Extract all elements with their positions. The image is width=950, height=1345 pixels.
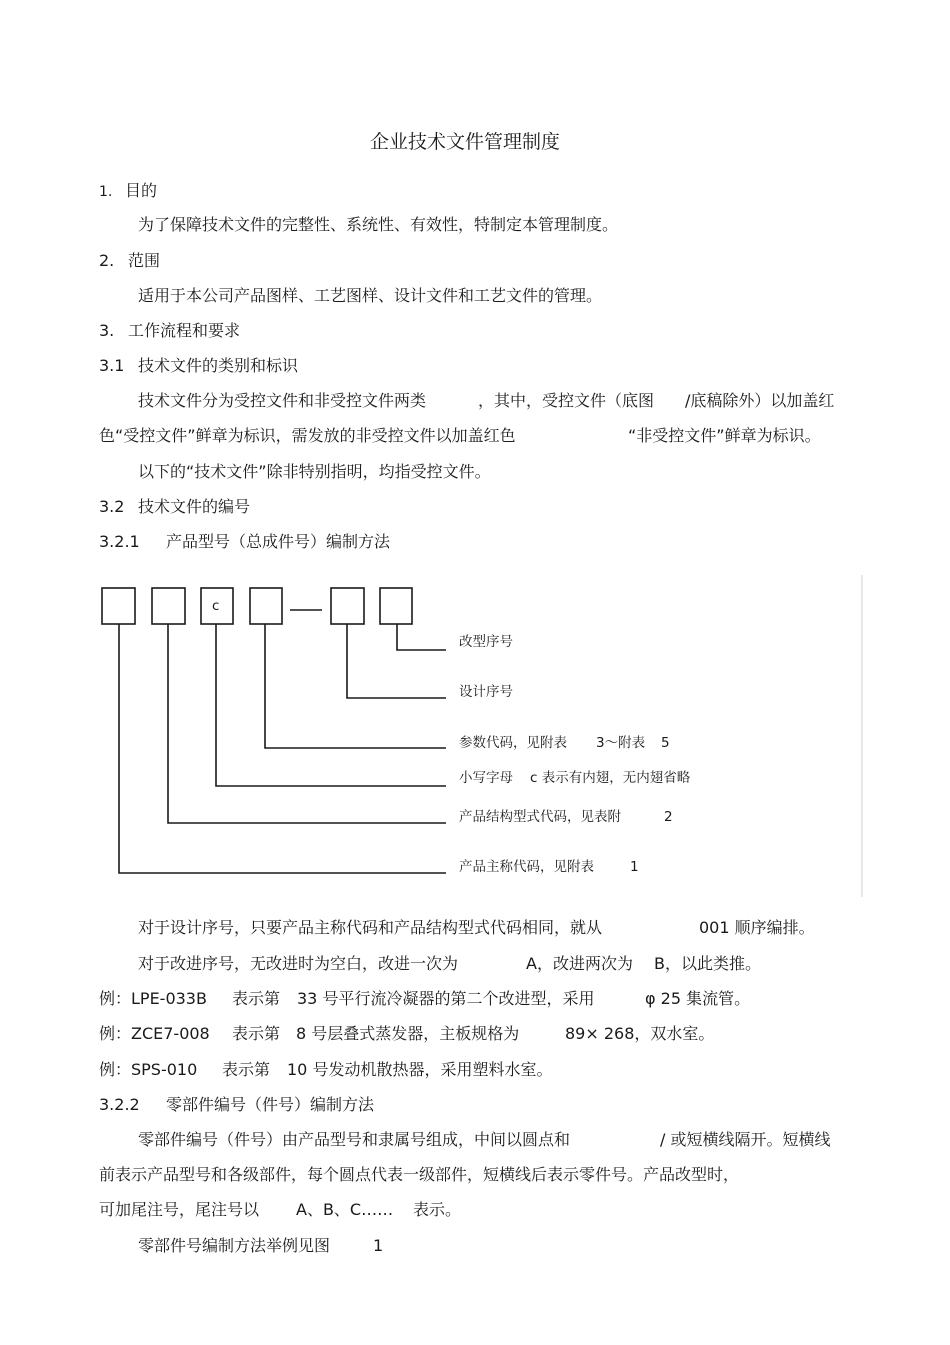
label-lowercase-a: 小写字母	[459, 770, 513, 786]
part-number-para1a: 零部件编号（件号）由产品型号和隶属号组成，中间以圆点和	[138, 1130, 571, 1149]
example-1-text-b: 33 号平行流冷凝器的第二个改进型，采用	[297, 989, 595, 1008]
code-box-5	[331, 588, 364, 624]
section-3-1-heading: 技术文件的类别和标识	[138, 356, 299, 375]
section-2-body: 适用于本公司产品图样、工艺图样、设计文件和工艺文件的管理。	[138, 286, 603, 305]
leader-line-4	[265, 624, 446, 748]
example-3-code: 例：SPS-010	[99, 1060, 198, 1079]
section-1-body: 为了保障技术文件的完整性、系统性、有效性，特制定本管理制度。	[138, 215, 619, 234]
code-box-2	[152, 588, 185, 624]
section-3-2-number: 3.2	[99, 497, 125, 516]
part-number-para1b: / 或短横线隔开。短横线	[660, 1130, 831, 1149]
section-3-1-para3: 以下的“技术文件”除非特别指明，均指受控文件。	[138, 462, 491, 481]
section-3-1-para1a: 技术文件分为受控文件和非受控文件两类	[138, 391, 427, 410]
code-box-1	[102, 588, 135, 624]
label-design-seq: 设计序号	[459, 684, 513, 700]
page-title: 企业技术文件管理制度	[370, 131, 561, 153]
part-number-para2: 前表示产品型号和各级部件，每个圆点代表一级部件，短横线后表示零件号。产品改型时，	[99, 1165, 740, 1184]
code-box-6	[380, 588, 412, 624]
part-number-para3c: 表示。	[413, 1200, 462, 1219]
label-parameter-code-c: 5	[661, 735, 670, 751]
label-main-code-b: 1	[630, 859, 639, 875]
leader-line-2	[168, 624, 446, 823]
label-modification-seq: 改型序号	[459, 634, 513, 650]
part-number-para4a: 零部件号编制方法举例见图	[138, 1236, 331, 1255]
section-3-1-para1b: ，其中，受控文件（底图	[478, 391, 655, 410]
section-2-number: 2.	[99, 251, 115, 270]
section-3-2-1-heading: 产品型号（总成件号）编制方法	[166, 532, 391, 551]
section-3-1-para2b: “非受控文件”鲜章为标识。	[628, 426, 821, 445]
section-2-heading: 范围	[128, 251, 161, 270]
section-3-2-2-number: 3.2.2	[99, 1095, 140, 1114]
leader-line-6	[397, 624, 446, 650]
label-main-code-a: 产品主称代码，见附表	[459, 859, 594, 875]
section-3-number: 3.	[99, 321, 115, 340]
section-3-1-number: 3.1	[99, 356, 125, 375]
label-parameter-code-b: 3～附表	[596, 735, 646, 751]
design-seq-para-b: 001 顺序编排。	[699, 918, 815, 937]
label-parameter-code-a: 参数代码，见附表	[459, 735, 567, 751]
modification-seq-para-a: 对于改进序号，无改进时为空白，改进一次为	[138, 954, 459, 973]
example-3-text-a: 表示第	[222, 1060, 271, 1079]
leader-line-3	[216, 624, 446, 786]
example-1-text-a: 表示第	[232, 989, 281, 1008]
section-3-1-para1c: /底稿除外）以加盖红	[685, 391, 835, 410]
section-3-1-para2a: 色“受控文件”鲜章为标识，需发放的非受控文件以加盖红色	[99, 426, 516, 445]
example-1-code: 例：LPE-033B	[99, 989, 207, 1008]
label-structure-code-a: 产品结构型式代码，见表附	[459, 809, 621, 825]
part-number-para4b: 1	[373, 1236, 384, 1255]
section-3-heading: 工作流程和要求	[128, 321, 241, 340]
example-2-text-c: 89× 268，双水室。	[565, 1024, 715, 1043]
example-2-code: 例：ZCE7-008	[99, 1024, 210, 1043]
example-2-text-a: 表示第	[232, 1024, 281, 1043]
part-number-para3a: 可加尾注号，尾注号以	[99, 1200, 260, 1219]
modification-seq-para-c: B，以此类推。	[654, 954, 761, 973]
example-1-text-c: φ 25 集流管。	[645, 989, 751, 1008]
example-3-text-b: 10 号发动机散热器，采用塑料水室。	[287, 1060, 553, 1079]
part-number-para3b: A、B、C……	[296, 1200, 394, 1219]
code-box-4	[250, 588, 282, 624]
section-3-2-heading: 技术文件的编号	[138, 497, 251, 516]
label-structure-code-b: 2	[664, 809, 673, 825]
section-3-2-2-heading: 零部件编号（件号）编制方法	[166, 1095, 375, 1114]
design-seq-para-a: 对于设计序号，只要产品主称代码和产品结构型式代码相同，就从	[138, 918, 603, 937]
label-lowercase-b: c 表示有内翅，无内翅省略	[530, 770, 691, 786]
modification-seq-para-b: A，改进两次为	[526, 954, 633, 973]
example-2-text-b: 8 号层叠式蒸发器，主板规格为	[296, 1024, 520, 1043]
section-3-2-1-number: 3.2.1	[99, 532, 140, 551]
code-box-3-letter: c	[212, 598, 220, 614]
section-1-number: 1.	[99, 184, 113, 200]
section-1-heading: 目的	[125, 181, 158, 200]
